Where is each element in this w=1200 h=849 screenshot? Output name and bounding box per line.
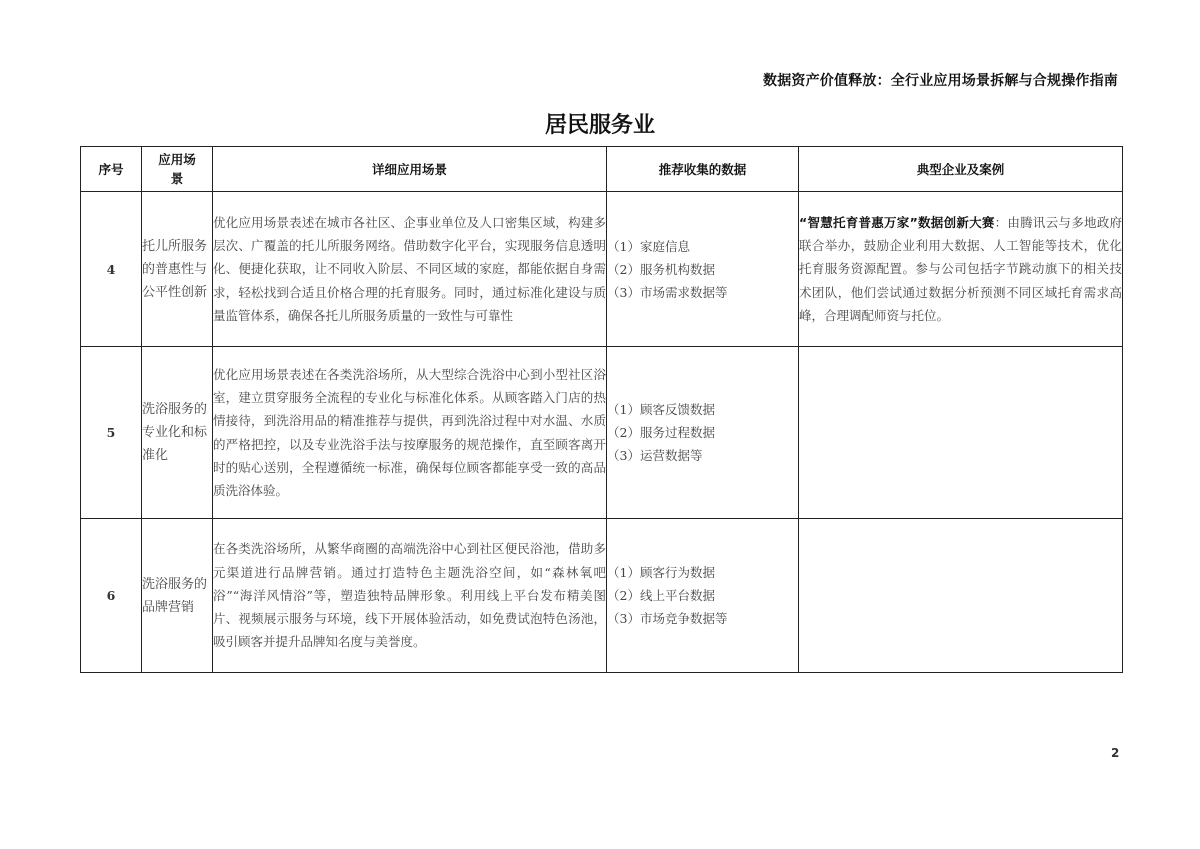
data-item: （3）市场竞争数据等 (607, 611, 728, 626)
row-case (799, 347, 1123, 519)
page-number: 2 (1111, 746, 1120, 760)
table-row (81, 347, 1123, 519)
row-detail: 优化应用场景表述在各类洗浴场所，从大型综合洗浴中心到小型社区浴室，建立贯穿服务全流程的专业化与标准化体系。从顾客踏入门店的热情接待，到洗浴用品的精准推荐与提供，再到洗浴过程中对水温、水质的严格把控，以及专业洗浴手法与按摩服务的规范操作，直至顾客离开时的贴心送别，全程遵循统一标准，确保每位顾客都能享受一致的高品质洗浴体验。 (213, 347, 607, 519)
data-item: （2）线上平台数据 (607, 588, 715, 603)
table-header-row (81, 147, 1123, 192)
row-data (607, 519, 799, 673)
data-item: （2）服务过程数据 (607, 425, 715, 440)
running-header: 数据资产价值释放：全行业应用场景拆解与合规操作指南 (763, 73, 1118, 89)
data-item: （1）顾客反馈数据 (607, 402, 715, 417)
column-header-detail: 详细应用场景 (213, 147, 607, 192)
table-row (81, 192, 1123, 347)
case-body: ：由腾讯云与多地政府联合举办，鼓励企业利用大数据、人工智能等技术，优化托育服务资源配置。参与公司包括字节跳动旗下的相关技术团队，他们尝试通过数据分析预测不同区域托育需求高峰，合理调配师资与托位。 (799, 214, 1122, 323)
data-item: （3）市场需求数据等 (607, 284, 728, 300)
column-header-scene: 应用场景 (142, 147, 213, 192)
row-scene: 托儿所服务的普惠性与公平性创新 (142, 192, 213, 347)
page-title: 居民服务业 (544, 113, 655, 138)
data-item: （1）家庭信息 (607, 238, 690, 254)
column-header-cases: 典型企业及案例 (799, 147, 1123, 192)
scenario-table (80, 146, 1123, 673)
row-scene: 洗浴服务的品牌营销 (142, 519, 213, 673)
case-title: “智慧托育普惠万家”数据创新大赛 (799, 214, 995, 230)
row-detail: 在各类洗浴场所，从繁华商圈的高端洗浴中心到社区便民浴池，借助多元渠道进行品牌营销。通过打造特色主题洗浴空间，如“森林氧吧浴”“海洋风情浴”等，塑造独特品牌形象。利用线上平台发布精美图片、视频展示服务与环境，线下开展体验活动，如免费试泡特色汤池，吸引顾客并提升品牌知名度与美誉度。 (213, 519, 607, 673)
data-item: （3）运营数据等 (607, 448, 703, 463)
row-data (607, 192, 799, 347)
data-item: （1）顾客行为数据 (607, 565, 715, 580)
row-case (799, 192, 1123, 347)
row-detail: 优化应用场景表述在城市各社区、企事业单位及人口密集区域，构建多层次、广覆盖的托儿所服务网络。借助数字化平台，实现服务信息透明化、便捷化获取，让不同收入阶层、不同区域的家庭，都能依据自身需求，轻松找到合适且价格合理的托育服务。同时，通过标准化建设与质量监管体系，确保各托儿所服务质量的一致性与可靠性 (213, 192, 607, 347)
row-data (607, 347, 799, 519)
table-row (81, 519, 1123, 673)
row-number: 6 (81, 519, 142, 673)
data-item: （2）服务机构数据 (607, 261, 715, 277)
row-number: 4 (81, 192, 142, 347)
column-header-number: 序号 (81, 147, 142, 192)
row-scene: 洗浴服务的专业化和标准化 (142, 347, 213, 519)
column-header-data: 推荐收集的数据 (607, 147, 799, 192)
row-case (799, 519, 1123, 673)
row-number: 5 (81, 347, 142, 519)
